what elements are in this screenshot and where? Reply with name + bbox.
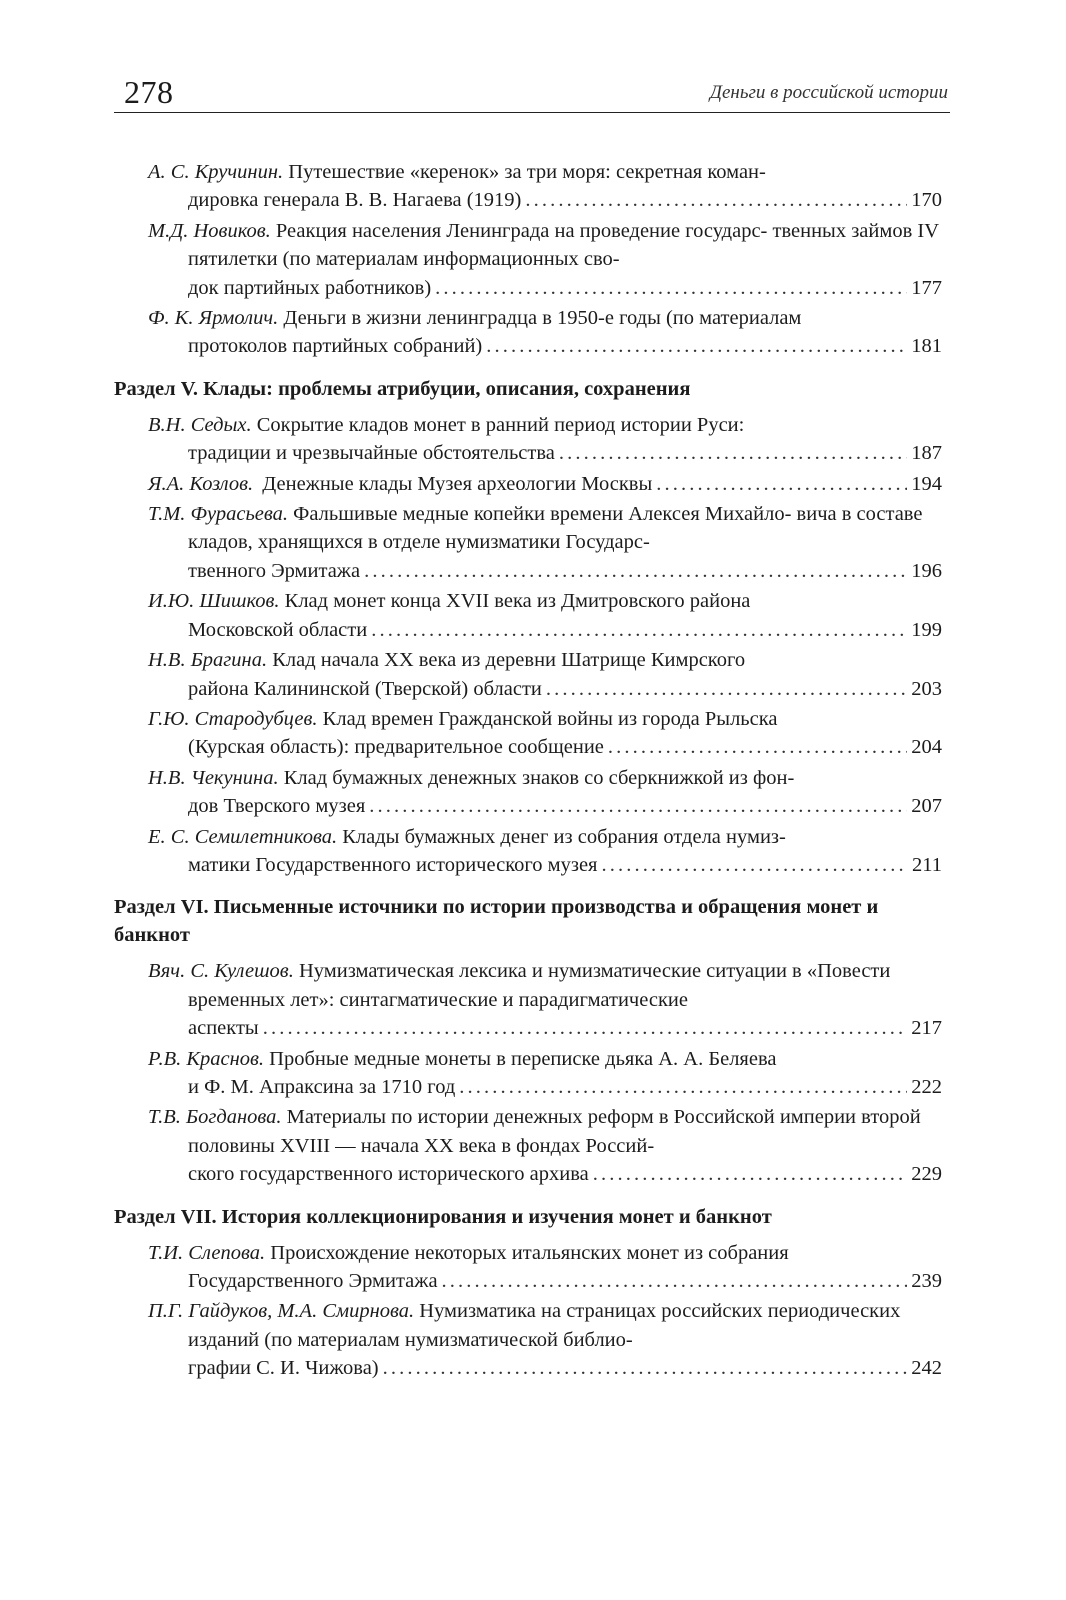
entry-title: Материалы по истории денежных реформ в Российской империи второй половины XVIII — начала XX века в фондах Россий- bbox=[188, 1106, 921, 1157]
entry-last-line bbox=[188, 1014, 942, 1042]
entry-author: Вяч. С. Кулешов. bbox=[148, 960, 294, 983]
entry-author: В.Н. Седых. bbox=[148, 413, 252, 436]
dot-leader bbox=[459, 1073, 907, 1101]
entry-last-line bbox=[188, 792, 942, 820]
entry-title: Клад времен Гражданской войны из города Рыльска bbox=[322, 707, 778, 730]
dot-leader bbox=[593, 1160, 908, 1188]
entry-last-line bbox=[188, 439, 942, 467]
entry-page-number: 204 bbox=[911, 736, 942, 759]
entry-title-end: матики Государственного исторического музея bbox=[188, 853, 598, 876]
entry-title: Клад монет конца XVII века из Дмитровского района bbox=[284, 590, 751, 613]
toc-entry bbox=[114, 1297, 942, 1382]
toc-entry bbox=[114, 158, 942, 215]
entry-author: Т.И. Слепова. bbox=[148, 1241, 266, 1264]
dot-leader bbox=[435, 274, 907, 302]
entry-author: М.Д. Новиков. bbox=[148, 219, 271, 242]
entry-last-line bbox=[188, 1267, 942, 1295]
entry-last-line bbox=[188, 1160, 942, 1188]
entry-title-end: и Ф. М. Апраксина за 1710 год bbox=[188, 1075, 456, 1098]
entry-title-end: Московской области bbox=[188, 618, 368, 641]
entry-author: Г.Ю. Стародубцев. bbox=[148, 707, 318, 730]
entry-title: Сокрытие кладов монет в ранний период истории Руси: bbox=[256, 413, 745, 436]
entry-title-end: традиции и чрезвычайные обстоятельства bbox=[188, 442, 555, 465]
toc-entry bbox=[114, 470, 942, 498]
entry-title: Нумизматика на страницах российских периодических изданий (по материалам нумизматической библио- bbox=[188, 1300, 901, 1351]
dot-leader bbox=[442, 1267, 908, 1295]
toc-entry bbox=[114, 1045, 942, 1102]
entry-author: Я.А. Козлов. bbox=[148, 472, 254, 495]
entry-title-end: района Калининской (Тверской) области bbox=[188, 677, 542, 700]
section-heading: Раздел VI. Письменные источники по истории производства и обращения монет и банкнот bbox=[114, 896, 879, 947]
entry-title: Клад бумажных денежных знаков со сберкнижкой из фон- bbox=[283, 766, 795, 789]
entry-page-number: 199 bbox=[911, 618, 942, 641]
entry-author: Т.В. Богданова. bbox=[148, 1106, 282, 1129]
entry-title-end: ского государственного исторического архива bbox=[188, 1163, 589, 1186]
entry-page-number: 229 bbox=[911, 1163, 942, 1186]
toc-entry bbox=[114, 1103, 942, 1188]
dot-leader bbox=[364, 557, 907, 585]
entry-page-number: 187 bbox=[911, 442, 942, 465]
entry-author: Р.В. Краснов. bbox=[148, 1047, 265, 1070]
toc-entry bbox=[114, 411, 942, 468]
toc-entry bbox=[114, 304, 942, 361]
entry-page-number: 203 bbox=[911, 677, 942, 700]
entry-title-end: графии С. И. Чижова) bbox=[188, 1357, 379, 1380]
toc-entry bbox=[114, 823, 942, 880]
entry-page-number: 170 bbox=[911, 189, 942, 212]
running-title: Деньги в российской истории bbox=[709, 82, 948, 103]
entry-title: Клады бумажных денег из собрания отдела нумиз- bbox=[342, 825, 786, 848]
entry-last-line bbox=[188, 274, 942, 302]
dot-leader bbox=[656, 470, 907, 498]
toc-entry bbox=[114, 705, 942, 762]
toc-entry bbox=[114, 957, 942, 1042]
entry-title: Пробные медные монеты в переписке дьяка А. А. Беляева bbox=[269, 1047, 777, 1070]
entry-author: Т.М. Фурасьева. bbox=[148, 503, 289, 526]
entry-author: Н.В. Брагина. bbox=[148, 649, 268, 672]
toc-entry bbox=[114, 587, 942, 644]
toc-entry bbox=[114, 646, 942, 703]
entry-last-line bbox=[188, 733, 942, 761]
entry-last-line bbox=[188, 1354, 942, 1382]
entry-last-line bbox=[148, 470, 942, 498]
entry-last-line bbox=[188, 332, 942, 360]
toc-entry bbox=[114, 500, 942, 585]
entry-last-line bbox=[188, 675, 942, 703]
entry-author: П.Г. Гайдуков, М.А. Смирнова. bbox=[148, 1300, 415, 1323]
dot-leader bbox=[608, 733, 907, 761]
entry-title-end: Государственного Эрмитажа bbox=[188, 1270, 438, 1292]
dot-leader bbox=[559, 439, 907, 467]
entry-title-end: аспекты bbox=[188, 1017, 259, 1040]
dot-leader bbox=[371, 616, 907, 644]
entry-title-end: Денежные клады Музея археологии Москвы bbox=[262, 472, 653, 495]
entry-page-number: 194 bbox=[911, 472, 942, 495]
entry-page-number: 207 bbox=[911, 795, 942, 818]
dot-leader bbox=[525, 186, 907, 214]
table-of-contents bbox=[114, 158, 942, 1385]
entry-title: Путешествие «керенок» за три моря: секретная коман- bbox=[288, 161, 766, 183]
entry-author: Ф. К. Ярмолич. bbox=[148, 307, 279, 330]
entry-title: Реакция населения Ленинграда на проведение государс- твенных займов IV пятилетки (по материалам информационных сво- bbox=[188, 219, 939, 271]
entry-author: Е. С. Семилетникова. bbox=[148, 825, 338, 848]
entry-page-number: 222 bbox=[911, 1075, 942, 1098]
entry-page-number: 217 bbox=[911, 1017, 942, 1040]
section-heading: Раздел VII. История коллекционирования и изучения монет и банкнот bbox=[114, 1205, 772, 1228]
entry-title-end: твенного Эрмитажа bbox=[188, 559, 361, 582]
toc-entry bbox=[114, 217, 942, 302]
section-heading: Раздел V. Клады: проблемы атрибуции, описания, сохранения bbox=[114, 377, 691, 400]
dot-leader bbox=[383, 1354, 908, 1382]
dot-leader bbox=[263, 1014, 908, 1042]
dot-leader bbox=[486, 332, 907, 360]
dot-leader bbox=[601, 851, 908, 879]
entry-title-end: док партийных работников) bbox=[188, 276, 432, 299]
entry-page-number: 242 bbox=[911, 1357, 942, 1380]
entry-title-end: протоколов партийных собраний) bbox=[188, 335, 483, 358]
entry-title-end: дов Тверского музея bbox=[188, 795, 366, 818]
entry-author: И.Ю. Шишков. bbox=[148, 590, 280, 613]
entry-title: Клад начала XX века из деревни Шатрище Кимрского bbox=[272, 649, 746, 672]
entry-last-line bbox=[188, 1073, 942, 1101]
page-number: 278 bbox=[124, 74, 174, 110]
entry-title-end: (Курская область): предварительное сообщение bbox=[188, 736, 604, 759]
entry-last-line bbox=[188, 616, 942, 644]
entry-title: Происхождение некоторых итальянских монет из собрания bbox=[270, 1241, 789, 1264]
toc-entry bbox=[114, 1239, 942, 1296]
entry-title: Деньги в жизни ленинградца в 1950-е годы (по материалам bbox=[283, 307, 802, 330]
entry-last-line bbox=[188, 851, 942, 879]
entry-page-number: 239 bbox=[911, 1270, 942, 1292]
page-header bbox=[114, 68, 950, 113]
entry-title: Фальшивые медные копейки времени Алексея Михайло- вича в составе кладов, хранящихся в отделе нумизматики Государс- bbox=[188, 503, 923, 554]
entry-page-number: 181 bbox=[911, 335, 942, 358]
entry-page-number: 196 bbox=[911, 559, 942, 582]
entry-last-line bbox=[188, 557, 942, 585]
dot-leader bbox=[546, 675, 907, 703]
entry-page-number: 177 bbox=[911, 276, 942, 299]
entry-author: Н.В. Чекунина. bbox=[148, 766, 279, 789]
dot-leader bbox=[369, 792, 907, 820]
toc-entry bbox=[114, 764, 942, 821]
entry-title: Нумизматическая лексика и нумизматические ситуации в «Повести временных лет»: синтагматические и парадигматические bbox=[188, 960, 891, 1011]
entry-page-number: 211 bbox=[912, 853, 942, 876]
entry-title-end: дировка генерала В. В. Нагаева (1919) bbox=[188, 189, 522, 212]
entry-author: А. С. Кручинин. bbox=[148, 161, 284, 183]
entry-last-line bbox=[188, 186, 942, 214]
